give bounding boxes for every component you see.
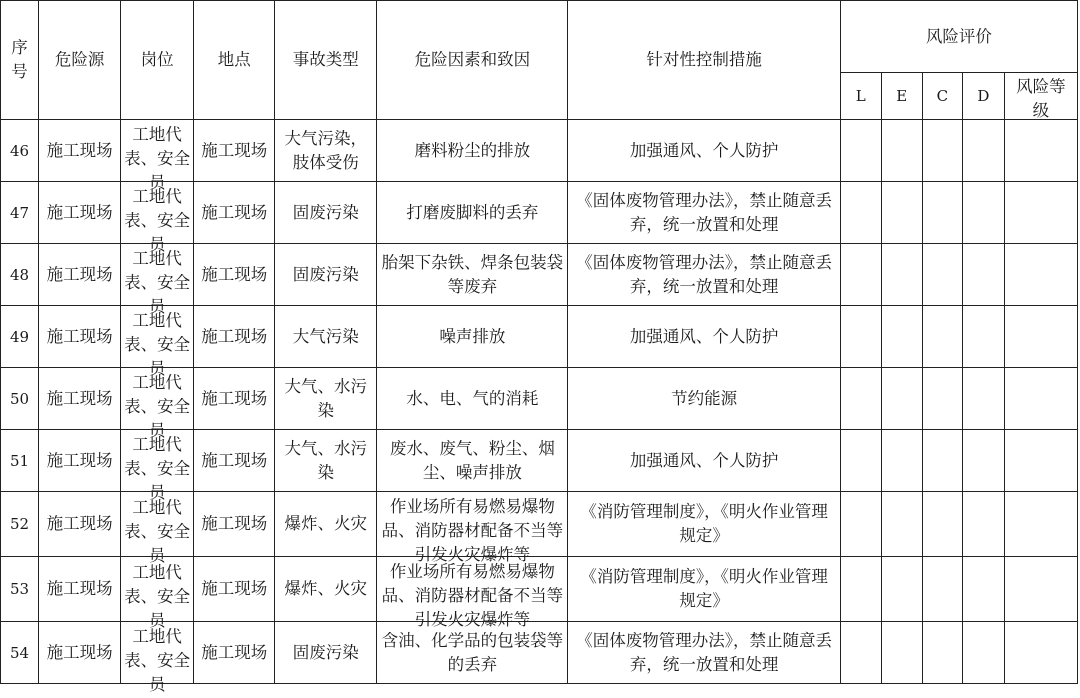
row-d — [962, 120, 1004, 182]
row-number: 46 — [1, 120, 39, 182]
row-post: 工地代表、安全员 — [121, 622, 194, 684]
table-row — [1, 492, 1078, 557]
row-accident-type: 大气、水污染 — [275, 430, 377, 492]
row-e — [881, 244, 922, 306]
row-post: 工地代表、安全员 — [121, 557, 194, 622]
row-number: 53 — [1, 557, 39, 622]
row-hazard: 施工现场 — [39, 306, 121, 368]
row-c — [922, 557, 962, 622]
row-l — [840, 244, 881, 306]
row-location: 施工现场 — [194, 368, 275, 430]
row-factor: 噪声排放 — [377, 306, 568, 368]
row-risk-level — [1004, 182, 1077, 244]
header-row — [1, 1, 1078, 73]
row-c — [922, 182, 962, 244]
row-post: 工地代表、安全员 — [121, 120, 194, 182]
row-e — [881, 120, 922, 182]
row-measure: 加强通风、个人防护 — [568, 430, 840, 492]
row-hazard: 施工现场 — [39, 120, 121, 182]
header-accident-type: 事故类型 — [275, 1, 377, 120]
row-d — [962, 244, 1004, 306]
row-accident-type: 大气污染 — [275, 306, 377, 368]
row-hazard: 施工现场 — [39, 622, 121, 684]
row-number: 47 — [1, 182, 39, 244]
header-measures: 针对性控制措施 — [568, 1, 840, 120]
row-location: 施工现场 — [194, 622, 275, 684]
row-hazard: 施工现场 — [39, 368, 121, 430]
row-measure: 《固体废物管理办法》，禁止随意丢弃，统一放置和处理 — [568, 622, 840, 684]
row-l — [840, 120, 881, 182]
row-post: 工地代表、安全员 — [121, 492, 194, 557]
row-c — [922, 622, 962, 684]
row-risk-level — [1004, 244, 1077, 306]
row-accident-type: 爆炸、火灾 — [275, 557, 377, 622]
header-hazard: 危险源 — [39, 1, 121, 120]
row-d — [962, 306, 1004, 368]
row-risk-level — [1004, 622, 1077, 684]
row-hazard: 施工现场 — [39, 430, 121, 492]
table-row — [1, 182, 1078, 244]
row-number: 54 — [1, 622, 39, 684]
row-d — [962, 368, 1004, 430]
row-measure: 节约能源 — [568, 368, 840, 430]
row-l — [840, 622, 881, 684]
row-risk-level — [1004, 430, 1077, 492]
row-number: 51 — [1, 430, 39, 492]
row-factor: 胎架下杂铁、焊条包装袋等废弃 — [377, 244, 568, 306]
row-hazard: 施工现场 — [39, 244, 121, 306]
row-risk-level — [1004, 557, 1077, 622]
row-c — [922, 368, 962, 430]
row-accident-type: 大气、水污染 — [275, 368, 377, 430]
row-l — [840, 306, 881, 368]
row-number: 50 — [1, 368, 39, 430]
row-post: 工地代表、安全员 — [121, 244, 194, 306]
row-location: 施工现场 — [194, 557, 275, 622]
row-factor: 废水、废气、粉尘、烟尘、噪声排放 — [377, 430, 568, 492]
row-location: 施工现场 — [194, 120, 275, 182]
row-factor: 水、电、气的消耗 — [377, 368, 568, 430]
row-post: 工地代表、安全员 — [121, 182, 194, 244]
header-l: L — [840, 73, 881, 120]
row-location: 施工现场 — [194, 182, 275, 244]
row-e — [881, 368, 922, 430]
row-e — [881, 182, 922, 244]
header-post: 岗位 — [121, 1, 194, 120]
row-risk-level — [1004, 306, 1077, 368]
row-c — [922, 306, 962, 368]
row-hazard: 施工现场 — [39, 182, 121, 244]
row-accident-type: 大气污染，肢体受伤 — [275, 120, 377, 182]
table-row — [1, 244, 1078, 306]
table-row — [1, 120, 1078, 182]
row-measure: 加强通风、个人防护 — [568, 306, 840, 368]
row-measure: 《固体废物管理办法》，禁止随意丢弃，统一放置和处理 — [568, 244, 840, 306]
row-location: 施工现场 — [194, 244, 275, 306]
row-location: 施工现场 — [194, 430, 275, 492]
row-l — [840, 557, 881, 622]
row-l — [840, 368, 881, 430]
row-measure: 《固体废物管理办法》，禁止随意丢弃，统一放置和处理 — [568, 182, 840, 244]
row-hazard: 施工现场 — [39, 492, 121, 557]
row-accident-type: 固废污染 — [275, 244, 377, 306]
row-risk-level — [1004, 492, 1077, 557]
row-e — [881, 492, 922, 557]
row-d — [962, 492, 1004, 557]
header-factors: 危险因素和致因 — [377, 1, 568, 120]
row-risk-level — [1004, 120, 1077, 182]
row-factor: 打磨废脚料的丢弃 — [377, 182, 568, 244]
row-c — [922, 120, 962, 182]
header-c: C — [922, 73, 962, 120]
row-number: 49 — [1, 306, 39, 368]
row-e — [881, 306, 922, 368]
row-number: 48 — [1, 244, 39, 306]
row-e — [881, 557, 922, 622]
row-factor: 作业场所有易燃易爆物品、消防器材配备不当等引发火灾爆炸等 — [377, 492, 568, 557]
row-l — [840, 492, 881, 557]
row-c — [922, 492, 962, 557]
table-row — [1, 430, 1078, 492]
header-location: 地点 — [194, 1, 275, 120]
row-e — [881, 430, 922, 492]
table-row — [1, 622, 1078, 684]
row-accident-type: 固废污染 — [275, 182, 377, 244]
row-hazard: 施工现场 — [39, 557, 121, 622]
row-accident-type: 爆炸、火灾 — [275, 492, 377, 557]
header-risk-level: 风险等级 — [1004, 73, 1077, 120]
row-c — [922, 430, 962, 492]
row-d — [962, 182, 1004, 244]
row-factor: 含油、化学品的包装袋等的丢弃 — [377, 622, 568, 684]
row-accident-type: 固废污染 — [275, 622, 377, 684]
row-factor: 作业场所有易燃易爆物品、消防器材配备不当等引发火灾爆炸等 — [377, 557, 568, 622]
row-measure: 《消防管理制度》，《明火作业管理规定》 — [568, 492, 840, 557]
row-c — [922, 244, 962, 306]
table-row — [1, 557, 1078, 622]
header-seq: 序号 — [1, 1, 39, 120]
header-d: D — [962, 73, 1004, 120]
row-measure: 加强通风、个人防护 — [568, 120, 840, 182]
header-e: E — [881, 73, 922, 120]
header-risk-eval: 风险评价 — [840, 1, 1077, 73]
row-number: 52 — [1, 492, 39, 557]
row-d — [962, 430, 1004, 492]
row-factor: 磨料粉尘的排放 — [377, 120, 568, 182]
row-location: 施工现场 — [194, 492, 275, 557]
row-post: 工地代表、安全员 — [121, 368, 194, 430]
table-row — [1, 306, 1078, 368]
row-e — [881, 622, 922, 684]
row-risk-level — [1004, 368, 1077, 430]
table-row — [1, 368, 1078, 430]
row-post: 工地代表、安全员 — [121, 430, 194, 492]
row-measure: 《消防管理制度》，《明火作业管理规定》 — [568, 557, 840, 622]
row-l — [840, 430, 881, 492]
row-l — [840, 182, 881, 244]
row-location: 施工现场 — [194, 306, 275, 368]
row-d — [962, 622, 1004, 684]
row-post: 工地代表、安全员 — [121, 306, 194, 368]
row-d — [962, 557, 1004, 622]
